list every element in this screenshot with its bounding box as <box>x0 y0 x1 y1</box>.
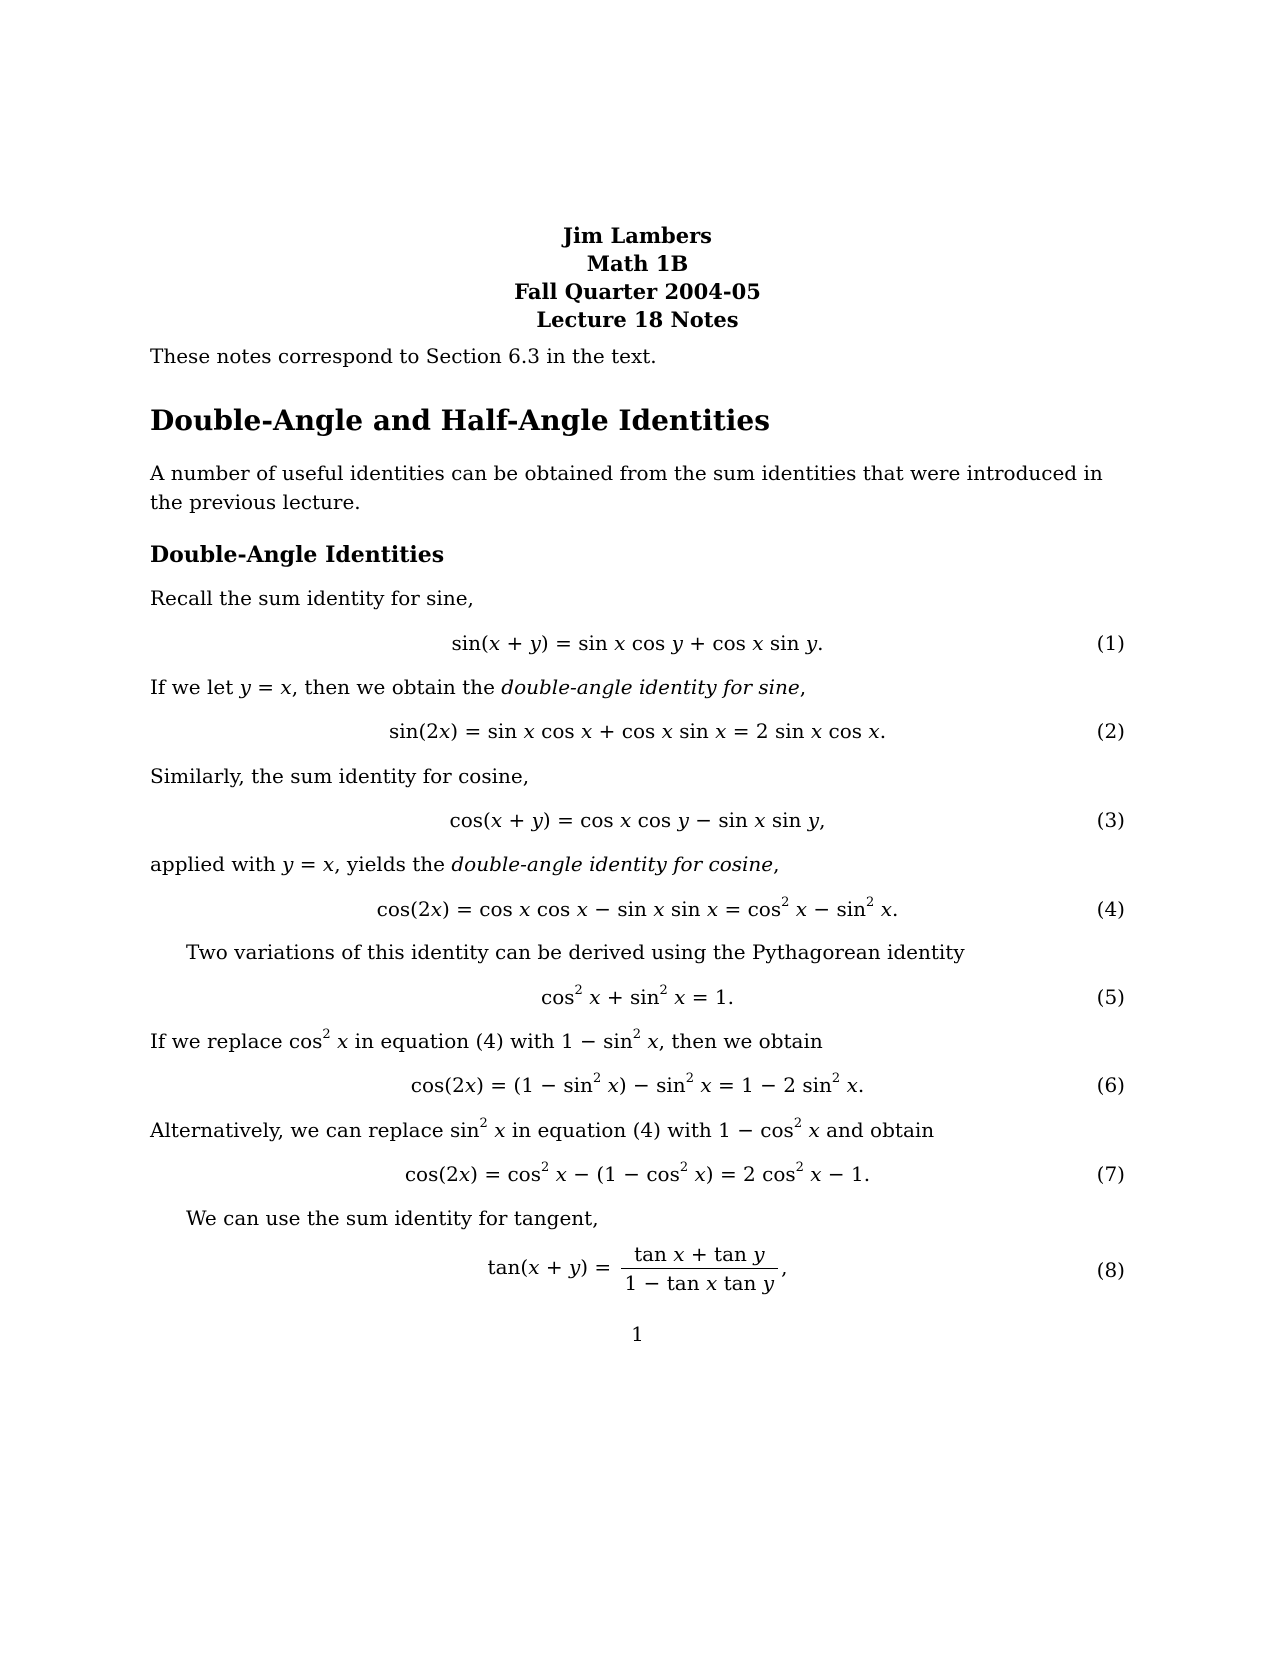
equation-4-number: (4) <box>1096 897 1125 921</box>
equation-8-fraction: $\frac{\text{tan x + tan y}}{\text{1 − tan x tan y}}$ <box>621 1240 779 1297</box>
equation-5-expression: $\cos^2 x + \sin^2 x = 1$. <box>541 983 734 1009</box>
equation-8-number: (8) <box>1096 1258 1125 1282</box>
paragraph-two-variations: Two variations of this identity can be derived using the Pythagorean identity <box>186 940 965 964</box>
equation-4-expression: cos(2x) = cos x cos x − sin x $\sin x = \cos^2 x - \sin^2 x$. <box>376 895 899 921</box>
equation-1-expression: sin(x + y) = sin x cos y + cos x sin y. <box>451 631 824 655</box>
intro-paragraph: These notes correspond to Section 6.3 in the text. <box>150 344 657 368</box>
section-intro-paragraph: A number of useful identities can be obtained from the sum identities that were introduced in the previous lecture. <box>150 461 1103 514</box>
document-header <box>150 222 1125 334</box>
paragraph-replace-sin2: Alternatively, we can replace $\sin^2 x$ in equation (4) with $1 - \cos^2 x$ and obtain <box>150 1116 935 1142</box>
term-double-angle-sine: double-angle identity for sine <box>501 675 800 699</box>
term-double-angle-cosine: double-angle identity for cosine <box>451 852 774 876</box>
paragraph-recall-sine: Recall the sum identity for sine, <box>150 586 474 610</box>
author-name: Jim Lambers <box>563 223 712 248</box>
equation-3-expression: cos(x + y) = cos x cos y − sin x sin y, <box>449 808 826 832</box>
equation-6-number: (6) <box>1096 1073 1125 1097</box>
document-page <box>150 0 1125 1656</box>
paragraph-applied-with: applied with y = x, yields the double-angle identity for cosine, <box>150 852 780 876</box>
paragraph-let-y-x: If we let y = x, then we obtain the double-angle identity for sine, <box>150 675 807 699</box>
equation-8 <box>150 1240 1125 1302</box>
course-name: Math 1B <box>586 251 689 276</box>
lecture-title: Lecture 18 Notes <box>536 307 739 332</box>
paragraph-sum-tangent: We can use the sum identity for tangent, <box>186 1206 599 1230</box>
equation-8-expression: tan(x + y) = $\frac{\text{tan x + tan y}}{\text{1 − tan x tan y}}$ , <box>487 1242 788 1295</box>
equation-1-number: (1) <box>1096 631 1125 655</box>
section-title: Double-Angle and Half-Angle Identities <box>150 404 770 437</box>
page-number: 1 <box>631 1322 644 1346</box>
equation-5-number: (5) <box>1096 985 1125 1009</box>
equation-3-number: (3) <box>1096 808 1125 832</box>
equation-2-number: (2) <box>1096 719 1125 743</box>
equation-6-expression: $\cos(2x) = (1 - \sin^2 x) - \sin^2 x = 1 - 2$ $\sin^2 x$. <box>410 1071 865 1097</box>
subsection-title: Double-Angle Identities <box>150 542 445 568</box>
term: Fall Quarter 2004-05 <box>514 279 761 304</box>
equation-2-expression: sin(2x) = sin x cos x + cos x sin x = 2 sin x cos x. <box>388 719 887 743</box>
paragraph-replace-cos2: If we replace $\cos^2 x$ in equation (4) with $1 - \sin^2 x$, then we obtain <box>150 1027 823 1053</box>
equation-7-expression: $\cos(2x) = \cos^2 x - (1 - \cos^2 x) = 2$ $\cos^2 x - 1$. <box>404 1160 871 1186</box>
equation-7-number: (7) <box>1096 1162 1125 1186</box>
paragraph-sum-cosine: Similarly, the sum identity for cosine, <box>150 764 530 788</box>
